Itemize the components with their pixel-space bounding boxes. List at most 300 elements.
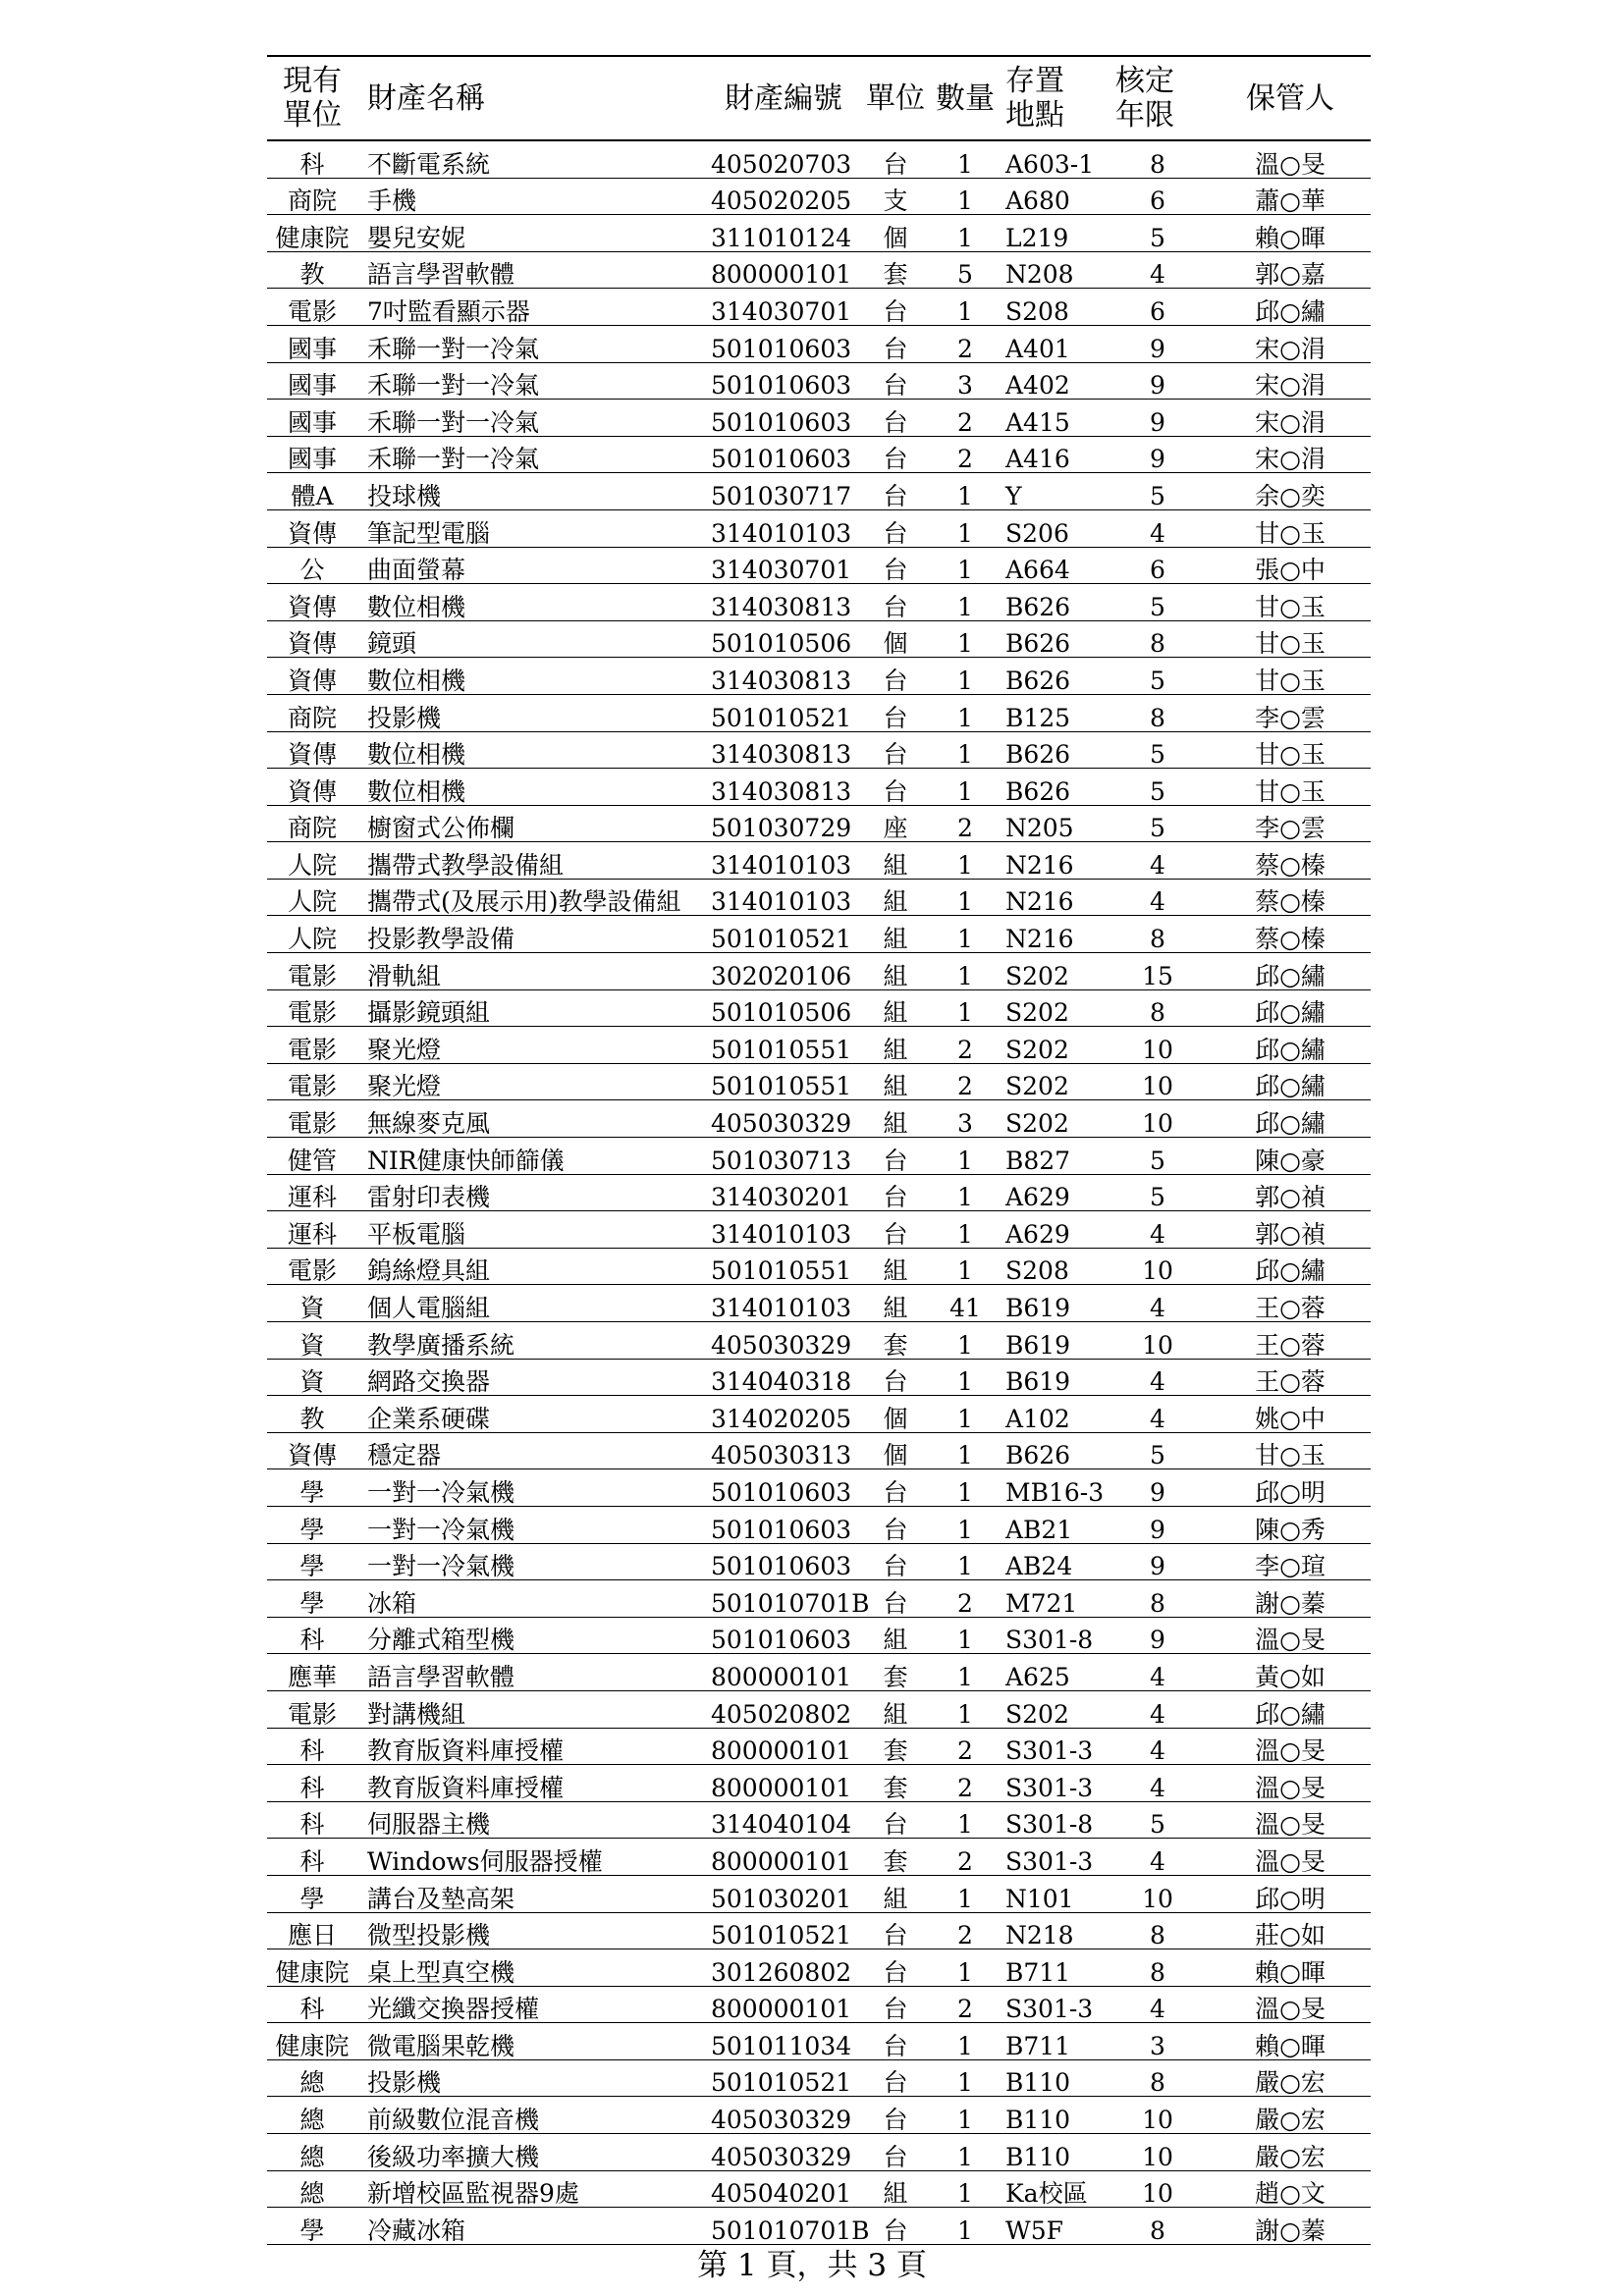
table-row (267, 1174, 1371, 1211)
cell-keeper: 余○奕 (1210, 473, 1371, 510)
cell-keeper: 邱○繡 (1210, 1248, 1371, 1285)
cell-quantity: 1 (935, 2170, 996, 2208)
cell-location: S301-3 (996, 1839, 1106, 1876)
header-quantity: 數量 (935, 56, 996, 140)
cell-property-name: 禾聯一對一冷氣 (357, 362, 703, 400)
cell-quantity: 1 (935, 289, 996, 326)
cell-property-name: 投影機 (357, 694, 703, 731)
cell-property-code: 800000101 (703, 251, 856, 289)
table-row (267, 1359, 1371, 1396)
cell-measure-unit: 組 (856, 842, 935, 880)
cell-property-name: 語言學習軟體 (357, 251, 703, 289)
cell-service-life: 8 (1106, 2208, 1210, 2245)
cell-quantity: 1 (935, 1396, 996, 1433)
cell-service-life: 6 (1106, 178, 1210, 215)
cell-quantity: 1 (935, 215, 996, 252)
cell-quantity: 1 (935, 1174, 996, 1211)
table-row (267, 1839, 1371, 1876)
cell-measure-unit: 台 (856, 473, 935, 510)
cell-measure-unit: 台 (856, 1580, 935, 1618)
cell-measure-unit: 台 (856, 1801, 935, 1839)
cell-keeper: 甘○玉 (1210, 1432, 1371, 1469)
cell-location: S301-3 (996, 1986, 1106, 2023)
cell-keeper: 溫○旻 (1210, 140, 1371, 178)
cell-keeper: 宋○涓 (1210, 436, 1371, 473)
cell-property-name: 鎢絲燈具組 (357, 1248, 703, 1285)
cell-location: B626 (996, 769, 1106, 806)
cell-property-name: 筆記型電腦 (357, 509, 703, 547)
header-row (267, 56, 1371, 140)
cell-current-unit: 科 (267, 140, 357, 178)
cell-location: A402 (996, 362, 1106, 400)
cell-quantity: 1 (935, 842, 996, 880)
cell-service-life: 6 (1106, 289, 1210, 326)
cell-keeper: 溫○旻 (1210, 1801, 1371, 1839)
cell-service-life: 4 (1106, 1654, 1210, 1691)
cell-location: B827 (996, 1138, 1106, 1175)
cell-measure-unit: 台 (856, 2097, 935, 2134)
cell-keeper: 蔡○榛 (1210, 879, 1371, 916)
cell-keeper: 溫○旻 (1210, 1765, 1371, 1802)
cell-property-name: 教育版資料庫授權 (357, 1728, 703, 1765)
cell-quantity: 1 (935, 1322, 996, 1360)
cell-current-unit: 資傳 (267, 658, 357, 695)
table-row (267, 1432, 1371, 1469)
header-property-name: 財產名稱 (357, 56, 703, 140)
cell-property-code: 314010103 (703, 842, 856, 880)
cell-property-name: 伺服器主機 (357, 1801, 703, 1839)
cell-quantity: 5 (935, 251, 996, 289)
cell-measure-unit: 套 (856, 1728, 935, 1765)
cell-property-code: 501010506 (703, 620, 856, 658)
cell-measure-unit: 個 (856, 215, 935, 252)
cell-location: S301-3 (996, 1765, 1106, 1802)
cell-location: B110 (996, 2134, 1106, 2171)
cell-service-life: 9 (1106, 325, 1210, 362)
cell-current-unit: 健管 (267, 1138, 357, 1175)
cell-measure-unit: 台 (856, 1174, 935, 1211)
cell-quantity: 2 (935, 1765, 996, 1802)
cell-property-code: 314030813 (703, 658, 856, 695)
table-row (267, 620, 1371, 658)
cell-property-name: 新增校區監視器9處 (357, 2170, 703, 2208)
cell-property-code: 501010551 (703, 1248, 856, 1285)
cell-property-name: 教學廣播系統 (357, 1322, 703, 1360)
cell-location: N205 (996, 805, 1106, 842)
table-row (267, 1138, 1371, 1175)
cell-current-unit: 人院 (267, 879, 357, 916)
cell-location: N208 (996, 251, 1106, 289)
cell-property-name: 一對一冷氣機 (357, 1506, 703, 1543)
table-row (267, 215, 1371, 252)
cell-service-life: 4 (1106, 1765, 1210, 1802)
cell-service-life: 5 (1106, 658, 1210, 695)
cell-service-life: 9 (1106, 362, 1210, 400)
cell-keeper: 嚴○宏 (1210, 2134, 1371, 2171)
cell-service-life: 4 (1106, 1211, 1210, 1249)
cell-current-unit: 電影 (267, 1063, 357, 1100)
cell-property-code: 314010103 (703, 879, 856, 916)
header-location-line2: 地點 (1005, 98, 1064, 133)
cell-property-name: 攜帶式(及展示用)教學設備組 (357, 879, 703, 916)
cell-property-code: 405020802 (703, 1690, 856, 1728)
cell-measure-unit: 套 (856, 1654, 935, 1691)
cell-quantity: 1 (935, 509, 996, 547)
cell-location: B626 (996, 658, 1106, 695)
cell-location: Y (996, 473, 1106, 510)
cell-measure-unit: 台 (856, 1949, 935, 1987)
cell-property-code: 314020205 (703, 1396, 856, 1433)
table-row (267, 2059, 1371, 2097)
cell-keeper: 溫○旻 (1210, 1986, 1371, 2023)
header-service-life-line2: 年限 (1115, 98, 1174, 133)
cell-measure-unit: 台 (856, 1912, 935, 1949)
cell-measure-unit: 個 (856, 1432, 935, 1469)
table-body (267, 140, 1371, 2244)
cell-property-code: 405040201 (703, 2170, 856, 2208)
table-row (267, 1211, 1371, 1249)
cell-current-unit: 學 (267, 1506, 357, 1543)
cell-location: W5F (996, 2208, 1106, 2245)
header-measure-unit: 單位 (856, 56, 935, 140)
cell-location: B110 (996, 2097, 1106, 2134)
cell-quantity: 1 (935, 1949, 996, 1987)
cell-measure-unit: 台 (856, 2208, 935, 2245)
cell-property-name: 投影教學設備 (357, 916, 703, 953)
cell-property-code: 501010551 (703, 1063, 856, 1100)
cell-property-name: 嬰兒安妮 (357, 215, 703, 252)
cell-property-code: 314010103 (703, 1285, 856, 1322)
cell-keeper: 姚○中 (1210, 1396, 1371, 1433)
cell-location: N216 (996, 916, 1106, 953)
cell-keeper: 宋○涓 (1210, 325, 1371, 362)
cell-property-name: NIR健康快師篩儀 (357, 1138, 703, 1175)
cell-property-code: 501010603 (703, 1617, 856, 1654)
cell-property-code: 501030717 (703, 473, 856, 510)
cell-quantity: 1 (935, 658, 996, 695)
cell-current-unit: 國事 (267, 436, 357, 473)
cell-property-code: 501010521 (703, 694, 856, 731)
cell-keeper: 甘○玉 (1210, 620, 1371, 658)
cell-property-code: 501010701B (703, 1580, 856, 1618)
cell-service-life: 8 (1106, 916, 1210, 953)
cell-location: S202 (996, 1100, 1106, 1138)
cell-service-life: 5 (1106, 1801, 1210, 1839)
cell-property-name: 個人電腦組 (357, 1285, 703, 1322)
cell-service-life: 5 (1106, 215, 1210, 252)
cell-property-name: 講台及墊高架 (357, 1875, 703, 1912)
table-row (267, 2134, 1371, 2171)
cell-location: B619 (996, 1359, 1106, 1396)
cell-service-life: 4 (1106, 251, 1210, 289)
table-row (267, 289, 1371, 326)
cell-measure-unit: 組 (856, 989, 935, 1027)
cell-measure-unit: 組 (856, 1027, 935, 1064)
cell-quantity: 2 (935, 1580, 996, 1618)
cell-current-unit: 資傳 (267, 509, 357, 547)
cell-property-name: 微電腦果乾機 (357, 2023, 703, 2060)
table-row (267, 140, 1371, 178)
cell-property-name: 禾聯一對一冷氣 (357, 325, 703, 362)
cell-current-unit: 科 (267, 1765, 357, 1802)
cell-location: B626 (996, 584, 1106, 621)
cell-property-code: 314040318 (703, 1359, 856, 1396)
table-row (267, 1617, 1371, 1654)
cell-current-unit: 資傳 (267, 1432, 357, 1469)
cell-property-name: 數位相機 (357, 584, 703, 621)
cell-property-name: 光纖交換器授權 (357, 1986, 703, 2023)
cell-quantity: 1 (935, 2134, 996, 2171)
cell-property-name: Windows伺服器授權 (357, 1839, 703, 1876)
cell-service-life: 10 (1106, 2134, 1210, 2171)
cell-service-life: 4 (1106, 1285, 1210, 1322)
cell-quantity: 1 (935, 694, 996, 731)
cell-measure-unit: 台 (856, 1543, 935, 1580)
cell-current-unit: 總 (267, 2170, 357, 2208)
cell-current-unit: 健康院 (267, 215, 357, 252)
cell-property-code: 501010603 (703, 1543, 856, 1580)
cell-current-unit: 體A (267, 473, 357, 510)
cell-location: S208 (996, 1248, 1106, 1285)
cell-location: A629 (996, 1174, 1106, 1211)
table-row (267, 400, 1371, 437)
cell-property-name: 鏡頭 (357, 620, 703, 658)
cell-keeper: 溫○旻 (1210, 1839, 1371, 1876)
cell-property-code: 405030329 (703, 2097, 856, 2134)
cell-quantity: 1 (935, 879, 996, 916)
cell-current-unit: 總 (267, 2059, 357, 2097)
table-header (267, 56, 1371, 140)
cell-location: B110 (996, 2059, 1106, 2097)
cell-keeper: 邱○繡 (1210, 953, 1371, 990)
cell-measure-unit: 個 (856, 1396, 935, 1433)
cell-current-unit: 運科 (267, 1174, 357, 1211)
table-row (267, 916, 1371, 953)
table-row (267, 1506, 1371, 1543)
cell-current-unit: 資傳 (267, 620, 357, 658)
cell-measure-unit: 台 (856, 289, 935, 326)
cell-measure-unit: 台 (856, 584, 935, 621)
cell-keeper: 莊○如 (1210, 1912, 1371, 1949)
cell-service-life: 4 (1106, 1690, 1210, 1728)
cell-current-unit: 商院 (267, 694, 357, 731)
table-row (267, 731, 1371, 769)
header-property-code: 財產編號 (703, 56, 856, 140)
cell-property-name: 投球機 (357, 473, 703, 510)
table-row (267, 1285, 1371, 1322)
cell-keeper: 李○瑄 (1210, 1543, 1371, 1580)
cell-property-code: 501010521 (703, 916, 856, 953)
cell-property-name: 數位相機 (357, 658, 703, 695)
cell-location: S202 (996, 989, 1106, 1027)
cell-quantity: 1 (935, 1617, 996, 1654)
cell-location: Ka校區 (996, 2170, 1106, 2208)
table-row (267, 1765, 1371, 1802)
table-row (267, 436, 1371, 473)
cell-measure-unit: 台 (856, 694, 935, 731)
header-current-unit-line2: 單位 (283, 98, 342, 133)
cell-quantity: 1 (935, 1211, 996, 1249)
cell-service-life: 9 (1106, 1506, 1210, 1543)
cell-current-unit: 商院 (267, 178, 357, 215)
cell-property-name: 一對一冷氣機 (357, 1469, 703, 1507)
cell-property-name: 滑軌組 (357, 953, 703, 990)
cell-current-unit: 學 (267, 1580, 357, 1618)
cell-keeper: 甘○玉 (1210, 731, 1371, 769)
cell-property-name: 冷藏冰箱 (357, 2208, 703, 2245)
header-keeper: 保管人 (1210, 56, 1371, 140)
cell-quantity: 1 (935, 916, 996, 953)
cell-service-life: 15 (1106, 953, 1210, 990)
cell-measure-unit: 台 (856, 2023, 935, 2060)
cell-location: A680 (996, 178, 1106, 215)
cell-property-code: 501030713 (703, 1138, 856, 1175)
cell-current-unit: 教 (267, 1396, 357, 1433)
cell-quantity: 1 (935, 1801, 996, 1839)
cell-service-life: 5 (1106, 1432, 1210, 1469)
cell-location: N216 (996, 879, 1106, 916)
table-row (267, 1875, 1371, 1912)
cell-current-unit: 電影 (267, 1690, 357, 1728)
cell-keeper: 甘○玉 (1210, 769, 1371, 806)
cell-current-unit: 電影 (267, 1248, 357, 1285)
cell-keeper: 甘○玉 (1210, 509, 1371, 547)
cell-property-name: 聚光燈 (357, 1027, 703, 1064)
cell-current-unit: 科 (267, 1728, 357, 1765)
cell-property-name: 手機 (357, 178, 703, 215)
cell-service-life: 10 (1106, 1027, 1210, 1064)
cell-quantity: 1 (935, 473, 996, 510)
header-service-life-line1: 核定 (1115, 64, 1174, 98)
table-row (267, 251, 1371, 289)
cell-property-code: 302020106 (703, 953, 856, 990)
cell-quantity: 2 (935, 805, 996, 842)
cell-current-unit: 學 (267, 1543, 357, 1580)
cell-current-unit: 科 (267, 1801, 357, 1839)
cell-service-life: 4 (1106, 1839, 1210, 1876)
cell-property-code: 501010521 (703, 2059, 856, 2097)
table-row (267, 1396, 1371, 1433)
cell-measure-unit: 套 (856, 1839, 935, 1876)
cell-current-unit: 學 (267, 1469, 357, 1507)
cell-property-name: 聚光燈 (357, 1063, 703, 1100)
cell-keeper: 嚴○宏 (1210, 2097, 1371, 2134)
cell-location: AB24 (996, 1543, 1106, 1580)
cell-current-unit: 國事 (267, 325, 357, 362)
cell-keeper: 邱○明 (1210, 1469, 1371, 1507)
header-current-unit-line1: 現有 (283, 64, 342, 98)
cell-measure-unit: 台 (856, 1506, 935, 1543)
cell-location: B619 (996, 1285, 1106, 1322)
cell-current-unit: 資傳 (267, 769, 357, 806)
cell-location: N218 (996, 1912, 1106, 1949)
cell-service-life: 9 (1106, 1543, 1210, 1580)
cell-service-life: 4 (1106, 842, 1210, 880)
cell-current-unit: 資 (267, 1285, 357, 1322)
cell-quantity: 2 (935, 1728, 996, 1765)
cell-service-life: 5 (1106, 769, 1210, 806)
cell-measure-unit: 台 (856, 509, 935, 547)
cell-property-name: 禾聯一對一冷氣 (357, 400, 703, 437)
cell-quantity: 1 (935, 1506, 996, 1543)
cell-current-unit: 健康院 (267, 1949, 357, 1987)
cell-keeper: 黃○如 (1210, 1654, 1371, 1691)
cell-current-unit: 資傳 (267, 731, 357, 769)
cell-property-code: 501010701B (703, 2208, 856, 2245)
cell-property-name: 攝影鏡頭組 (357, 989, 703, 1027)
table-row (267, 1100, 1371, 1138)
cell-measure-unit: 台 (856, 362, 935, 400)
cell-quantity: 2 (935, 1027, 996, 1064)
cell-service-life: 4 (1106, 1728, 1210, 1765)
cell-measure-unit: 組 (856, 953, 935, 990)
cell-quantity: 1 (935, 1543, 996, 1580)
cell-quantity: 1 (935, 620, 996, 658)
cell-property-code: 314030813 (703, 769, 856, 806)
cell-location: S301-8 (996, 1801, 1106, 1839)
cell-location: B626 (996, 1432, 1106, 1469)
cell-keeper: 蔡○榛 (1210, 916, 1371, 953)
cell-current-unit: 科 (267, 1839, 357, 1876)
cell-quantity: 3 (935, 362, 996, 400)
cell-quantity: 3 (935, 1100, 996, 1138)
cell-keeper: 李○雲 (1210, 805, 1371, 842)
cell-location: L219 (996, 215, 1106, 252)
cell-quantity: 1 (935, 547, 996, 584)
cell-property-code: 800000101 (703, 1728, 856, 1765)
cell-measure-unit: 組 (856, 916, 935, 953)
cell-property-name: 平板電腦 (357, 1211, 703, 1249)
cell-service-life: 8 (1106, 694, 1210, 731)
cell-keeper: 嚴○宏 (1210, 2059, 1371, 2097)
cell-service-life: 9 (1106, 400, 1210, 437)
cell-location: B711 (996, 2023, 1106, 2060)
cell-property-name: 穩定器 (357, 1432, 703, 1469)
cell-property-code: 800000101 (703, 1765, 856, 1802)
cell-measure-unit: 台 (856, 1211, 935, 1249)
cell-property-name: 雷射印表機 (357, 1174, 703, 1211)
cell-service-life: 5 (1106, 584, 1210, 621)
cell-measure-unit: 台 (856, 400, 935, 437)
cell-service-life: 10 (1106, 1063, 1210, 1100)
cell-service-life: 8 (1106, 620, 1210, 658)
cell-service-life: 10 (1106, 1248, 1210, 1285)
table-row (267, 547, 1371, 584)
cell-property-name: 前級數位混音機 (357, 2097, 703, 2134)
cell-location: A629 (996, 1211, 1106, 1249)
cell-current-unit: 資 (267, 1322, 357, 1360)
table-row (267, 1027, 1371, 1064)
cell-keeper: 趙○文 (1210, 2170, 1371, 2208)
cell-location: A416 (996, 436, 1106, 473)
cell-service-life: 8 (1106, 989, 1210, 1027)
cell-quantity: 2 (935, 1986, 996, 2023)
cell-location: A625 (996, 1654, 1106, 1691)
cell-keeper: 謝○蓁 (1210, 2208, 1371, 2245)
cell-measure-unit: 支 (856, 178, 935, 215)
cell-keeper: 宋○涓 (1210, 362, 1371, 400)
cell-keeper: 邱○繡 (1210, 289, 1371, 326)
cell-current-unit: 電影 (267, 989, 357, 1027)
cell-measure-unit: 套 (856, 1322, 935, 1360)
cell-current-unit: 學 (267, 1875, 357, 1912)
cell-location: S206 (996, 509, 1106, 547)
table-row (267, 2170, 1371, 2208)
cell-keeper: 賴○暉 (1210, 1949, 1371, 1987)
cell-measure-unit: 台 (856, 140, 935, 178)
cell-property-code: 800000101 (703, 1654, 856, 1691)
property-table (267, 55, 1371, 2245)
